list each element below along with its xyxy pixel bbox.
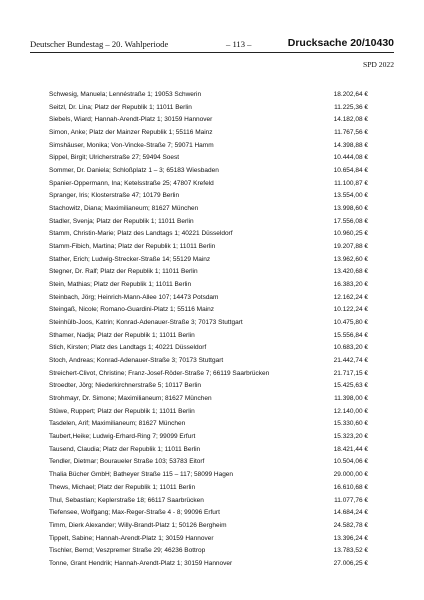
donation-amount: 29.000,00 € [333, 471, 368, 479]
donor-name-address: Tendler, Dietmar; Bouraueler Straße 103; 53783 Eitorf [49, 458, 205, 466]
list-item [49, 507, 368, 520]
donation-amount: 14.398,88 € [333, 141, 368, 149]
donor-name-address: Stüwe, Ruppert; Platz der Republik 1; 11011 Berlin [49, 407, 195, 415]
donation-amount: 11.767,56 € [334, 129, 368, 137]
list-item [49, 165, 368, 178]
donor-name-address: Tischler, Bernd; Veszpremer Straße 29; 46236 Bottrop [49, 547, 206, 555]
donor-name-address: Tippelt, Sabine; Hannah-Arendt-Platz 1; 30159 Hannover [49, 534, 214, 542]
donation-amount: 11.225,36 € [334, 103, 368, 111]
donation-amount: 11.077,76 € [334, 496, 368, 504]
donor-name-address: Stich, Kirsten; Platz des Landtags 1; 40221 Düsseldorf [49, 344, 207, 352]
donor-name-address: Steingaß, Nicole; Romano-Guardini-Platz 1; 55116 Mainz [49, 306, 214, 314]
list-item [49, 520, 368, 533]
donation-amount: 12.140,00 € [333, 407, 368, 415]
list-item [49, 216, 368, 229]
donation-amount: 14.182,08 € [333, 116, 368, 124]
donation-amount: 21.717,15 € [333, 369, 368, 377]
list-item [49, 431, 368, 444]
list-item [49, 368, 368, 381]
donor-name-address: Stegner, Dr. Ralf; Platz der Republik 1; 11011 Berlin [49, 268, 198, 276]
page-header [30, 37, 394, 51]
donor-name-address: Siebels, Wiard; Hannah-Arendt-Platz 1; 30159 Hannover [49, 116, 213, 124]
donor-name-address: Stachowitz, Diana; Maximilianeum; 81627 München [49, 205, 199, 213]
donor-name-address: Sippel, Birgit; Ulricherstraße 27; 59494 Soest [49, 154, 180, 162]
donor-name-address: Stather, Erich; Ludwig-Strecker-Straße 14; 55129 Mainz [49, 255, 211, 263]
donation-amount: 16.383,20 € [333, 281, 368, 289]
donation-amount: 17.556,08 € [333, 217, 368, 225]
donor-name-address: Sommer, Dr. Daniela; Schloßplatz 1 – 3; 65183 Wiesbaden [49, 167, 219, 175]
list-item [49, 545, 368, 558]
donor-name-address: Stamm-Fibich, Martina; Platz der Republik 1; 11011 Berlin [49, 243, 216, 251]
list-item [49, 406, 368, 419]
list-item [49, 380, 368, 393]
list-item [49, 190, 368, 203]
list-item [49, 102, 368, 115]
donation-amount: 12.162,24 € [333, 293, 368, 301]
list-item [49, 304, 368, 317]
donation-amount: 10.683,20 € [333, 344, 368, 352]
donor-name-address: Thul, Sebastian; Keplerstraße 18; 66117 Saarbrücken [49, 496, 204, 504]
donation-amount: 13.962,60 € [333, 255, 368, 263]
donation-amount: 10.654,84 € [333, 167, 368, 175]
donation-amount: 14.684,24 € [333, 509, 368, 517]
list-item [49, 254, 368, 267]
donation-amount: 13.420,68 € [333, 268, 368, 276]
donation-amount: 27.006,25 € [333, 559, 368, 567]
donor-name-address: Schwesig, Manuela; Lennéstraße 1; 19053 Schwerin [49, 91, 202, 98]
list-item [49, 203, 368, 216]
donation-amount: 24.582,78 € [333, 521, 368, 529]
donation-amount: 10.504,06 € [333, 458, 368, 466]
list-item [49, 317, 368, 330]
donor-name-address: Stein, Mathias; Platz der Republik 1; 11011 Berlin [49, 281, 192, 289]
donor-name-address: Tonne, Grant Hendrik; Hannah-Arendt-Platz 1; 30159 Hannover [49, 559, 233, 567]
donation-amount: 18.202,64 € [333, 91, 368, 98]
donor-name-address: Stroedter, Jörg; Niederkirchnerstraße 5; 10117 Berlin [49, 382, 201, 390]
document-source: Deutscher Bundestag – 20. Wahlperiode [30, 39, 169, 49]
donation-amount: 21.442,74 € [333, 357, 368, 365]
donor-name-address: Strohmayr, Dr. Simone; Maximilianeum; 81627 München [49, 395, 212, 403]
document-number: Drucksache 20/10430 [287, 37, 394, 49]
list-item [49, 330, 368, 343]
donation-amount: 15.425,63 € [333, 382, 368, 390]
list-item [49, 266, 368, 279]
donation-amount: 13.554,00 € [333, 192, 368, 200]
donor-name-address: Stamm, Christin-Marie; Platz des Landtags 1; 40221 Düsseldorf [49, 230, 233, 238]
donation-amount: 10.960,25 € [333, 230, 368, 238]
donor-name-address: Simon, Anke; Platz der Mainzer Republik 1; 55116 Mainz [49, 129, 213, 137]
donation-amount: 15.330,60 € [333, 420, 368, 428]
donation-amount: 13.396,24 € [333, 534, 368, 542]
list-item [49, 469, 368, 482]
list-item [49, 279, 368, 292]
donor-name-address: Thalia Bücher GmbH; Batheyer Straße 115 – 117; 58099 Hagen [49, 471, 234, 479]
list-item [49, 292, 368, 305]
donor-name-address: Spranger, Iris; Klosterstraße 47; 10179 Berlin [49, 192, 180, 200]
donation-amount: 15.323,20 € [333, 433, 368, 441]
list-item [49, 456, 368, 469]
donor-name-address: Streichert-Clivot, Christine; Franz-Josef-Röder-Straße 7; 66119 Saarbrücken [49, 369, 270, 377]
list-item [49, 393, 368, 406]
list-item [49, 418, 368, 431]
donation-amount: 10.122,24 € [333, 306, 368, 314]
donor-name-address: Simshäuser, Monika; Von-Vincke-Straße 7; 59071 Hamm [49, 141, 214, 149]
donor-name-address: Tasdelen, Arif; Maximilianeum; 81627 München [49, 420, 186, 428]
list-item [49, 533, 368, 546]
donor-name-address: Timm, Dierk Alexander; Willy-Brandt-Platz 1; 50126 Bergheim [49, 521, 227, 529]
donor-name-address: Steinhülb-Joos, Katrin; Konrad-Adenauer-Straße 3; 70173 Stuttgart [49, 319, 243, 327]
list-item [49, 241, 368, 254]
donor-name-address: Stadler, Svenja; Platz der Republik 1; 11011 Berlin [49, 217, 194, 225]
donation-amount: 13.998,60 € [333, 205, 368, 213]
donation-amount: 16.610,68 € [333, 483, 368, 491]
donor-name-address: Spanier-Oppermann, Ina; Ketelsstraße 25; 47807 Krefeld [49, 179, 214, 187]
party-label: SPD 2022 [362, 60, 394, 69]
list-item [49, 342, 368, 355]
list-item [49, 140, 368, 153]
list-item [49, 495, 368, 508]
list-item [49, 152, 368, 165]
donation-amount: 13.783,52 € [333, 547, 368, 555]
list-item [49, 127, 368, 140]
donor-name-address: Thews, Michael; Platz der Republik 1; 11011 Berlin [49, 483, 196, 491]
donor-name-address: Seitzl, Dr. Lina; Platz der Republik 1; 11011 Berlin [49, 103, 192, 111]
donation-amount: 15.556,84 € [333, 331, 368, 339]
donation-list [49, 89, 368, 571]
donation-amount: 10.475,80 € [333, 319, 368, 327]
header-rule [30, 52, 394, 53]
list-item [49, 558, 368, 571]
list-item [49, 178, 368, 191]
donor-name-address: Tausend, Claudia; Platz der Republik 1; 11011 Berlin [49, 445, 201, 453]
donation-amount: 11.398,00 € [334, 395, 368, 403]
list-item [49, 114, 368, 127]
list-item [49, 89, 368, 102]
donor-name-address: Taubert,Heike; Ludwig-Erhard-Ring 7; 99099 Erfurt [49, 433, 196, 441]
donation-amount: 10.444,08 € [333, 154, 368, 162]
donor-name-address: Sthamer, Nadja; Platz der Republik 1; 11011 Berlin [49, 331, 195, 339]
list-item [49, 355, 368, 368]
list-item [49, 444, 368, 457]
donation-amount: 18.421,44 € [333, 445, 368, 453]
donor-name-address: Stoch, Andreas; Konrad-Adenauer-Straße 3; 70173 Stuttgart [49, 357, 224, 365]
list-item [49, 482, 368, 495]
donor-name-address: Steinbach, Jörg; Heinrich-Mann-Allee 107; 14473 Potsdam [49, 293, 219, 301]
page-number: – 113 – [226, 39, 252, 49]
donation-amount: 11.100,87 € [334, 179, 368, 187]
list-item [49, 228, 368, 241]
donor-name-address: Tiefensee, Wolfgang; Max-Reger-Straße 4 - 8; 99096 Erfurt [49, 509, 220, 517]
donation-amount: 19.207,88 € [333, 243, 368, 251]
